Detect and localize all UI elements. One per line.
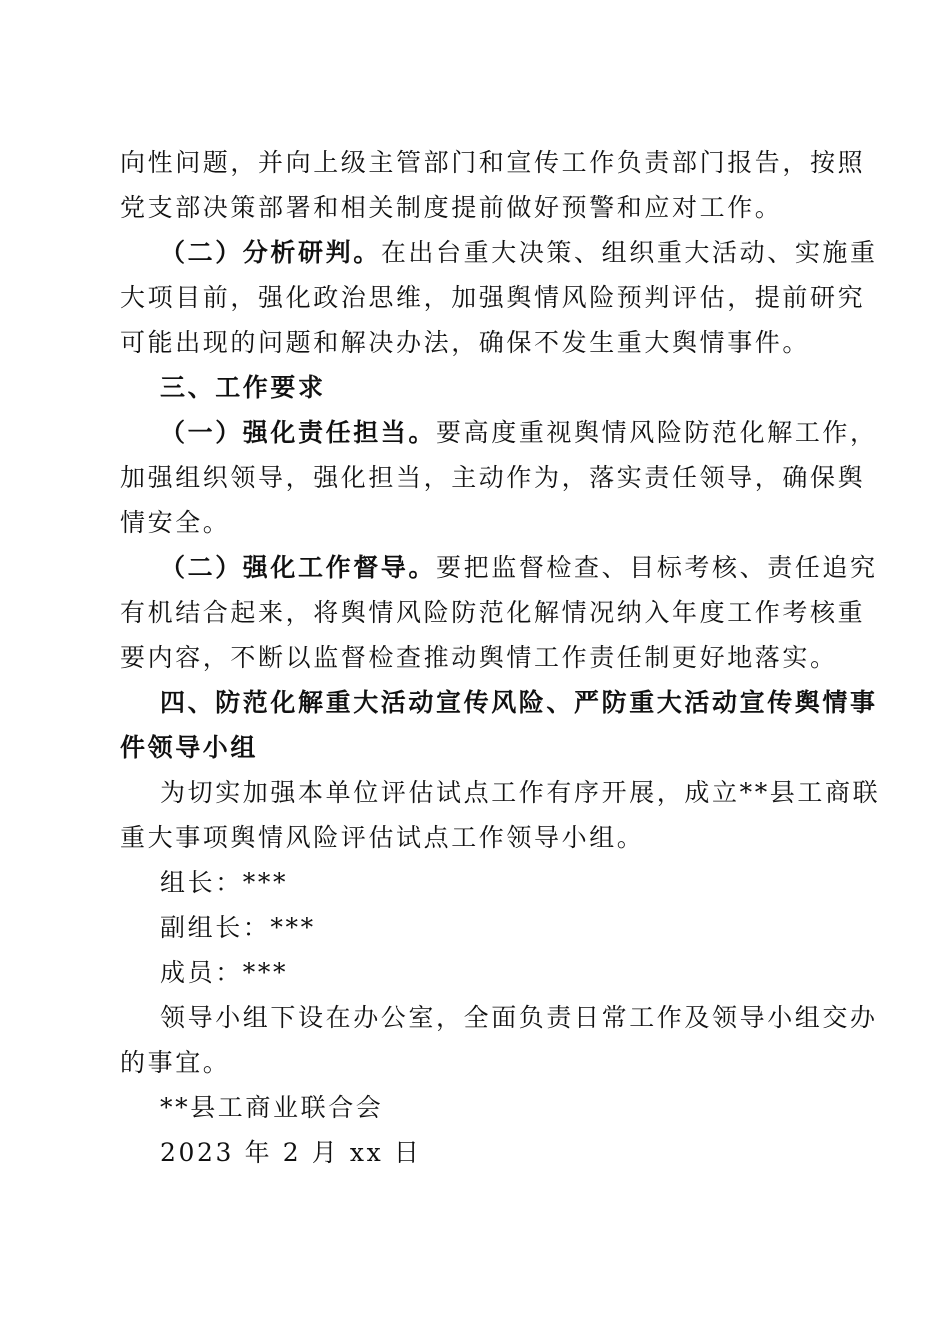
signature-org: **县工商业联合会	[160, 1093, 384, 1122]
section-3-2-line	[120, 545, 878, 590]
section-2-2-line	[120, 230, 878, 275]
paragraph-line: 大项目前，强化政治思维，加强舆情风险预判评估，提前研究	[120, 283, 866, 312]
section-2-2-text: 在出台重大决策、组织重大活动、实施重	[380, 238, 878, 267]
document-page	[120, 140, 881, 1175]
section-3-1-line	[120, 410, 878, 455]
paragraph-line: 加强组织领导，强化担当，主动作为，落实责任领导，确保舆	[120, 463, 866, 492]
paragraph-line: 可能出现的问题和解决办法，确保不发生重大舆情事件。	[120, 328, 811, 357]
section-heading-3: 三、工作要求	[160, 373, 326, 402]
section-3-2-title: （二）强化工作督导。	[160, 553, 437, 582]
paragraph-line: 向性问题，并向上级主管部门和宣传工作负责部门报告，按照	[120, 148, 866, 177]
paragraph-line: 党支部决策部署和相关制度提前做好预警和应对工作。	[120, 193, 783, 222]
section-2-2-title: （二）分析研判。	[160, 238, 381, 267]
section-heading-4: 四、防范化解重大活动宣传风险、严防重大活动宣传舆情事	[160, 688, 878, 717]
paragraph-line: 要内容，不断以监督检查推动舆情工作责任制更好地落实。	[120, 643, 838, 672]
signature-date: 2023 年 2 月 xx 日	[160, 1138, 422, 1167]
member-leader: 组长：***	[160, 868, 289, 897]
paragraph-line: 情安全。	[120, 508, 231, 537]
section-3-2-text: 要把监督检查、目标考核、责任追究	[436, 553, 878, 582]
paragraph-line: 为切实加强本单位评估试点工作有序开展，成立**县工商联	[160, 778, 881, 807]
paragraph-line: 有机结合起来，将舆情风险防范化解情况纳入年度工作考核重	[120, 598, 866, 627]
section-3-1-title: （一）强化责任担当。	[160, 418, 437, 447]
member-deputy: 副组长：***	[160, 913, 316, 942]
member-member: 成员：***	[160, 958, 289, 987]
paragraph-line: 重大事项舆情风险评估试点工作领导小组。	[120, 823, 645, 852]
section-3-1-text: 要高度重视舆情风险防范化解工作，	[436, 418, 878, 447]
paragraph-line: 领导小组下设在办公室，全面负责日常工作及领导小组交办	[160, 1003, 878, 1032]
section-heading-4-cont: 件领导小组	[120, 733, 259, 762]
paragraph-line: 的事宜。	[120, 1048, 231, 1077]
